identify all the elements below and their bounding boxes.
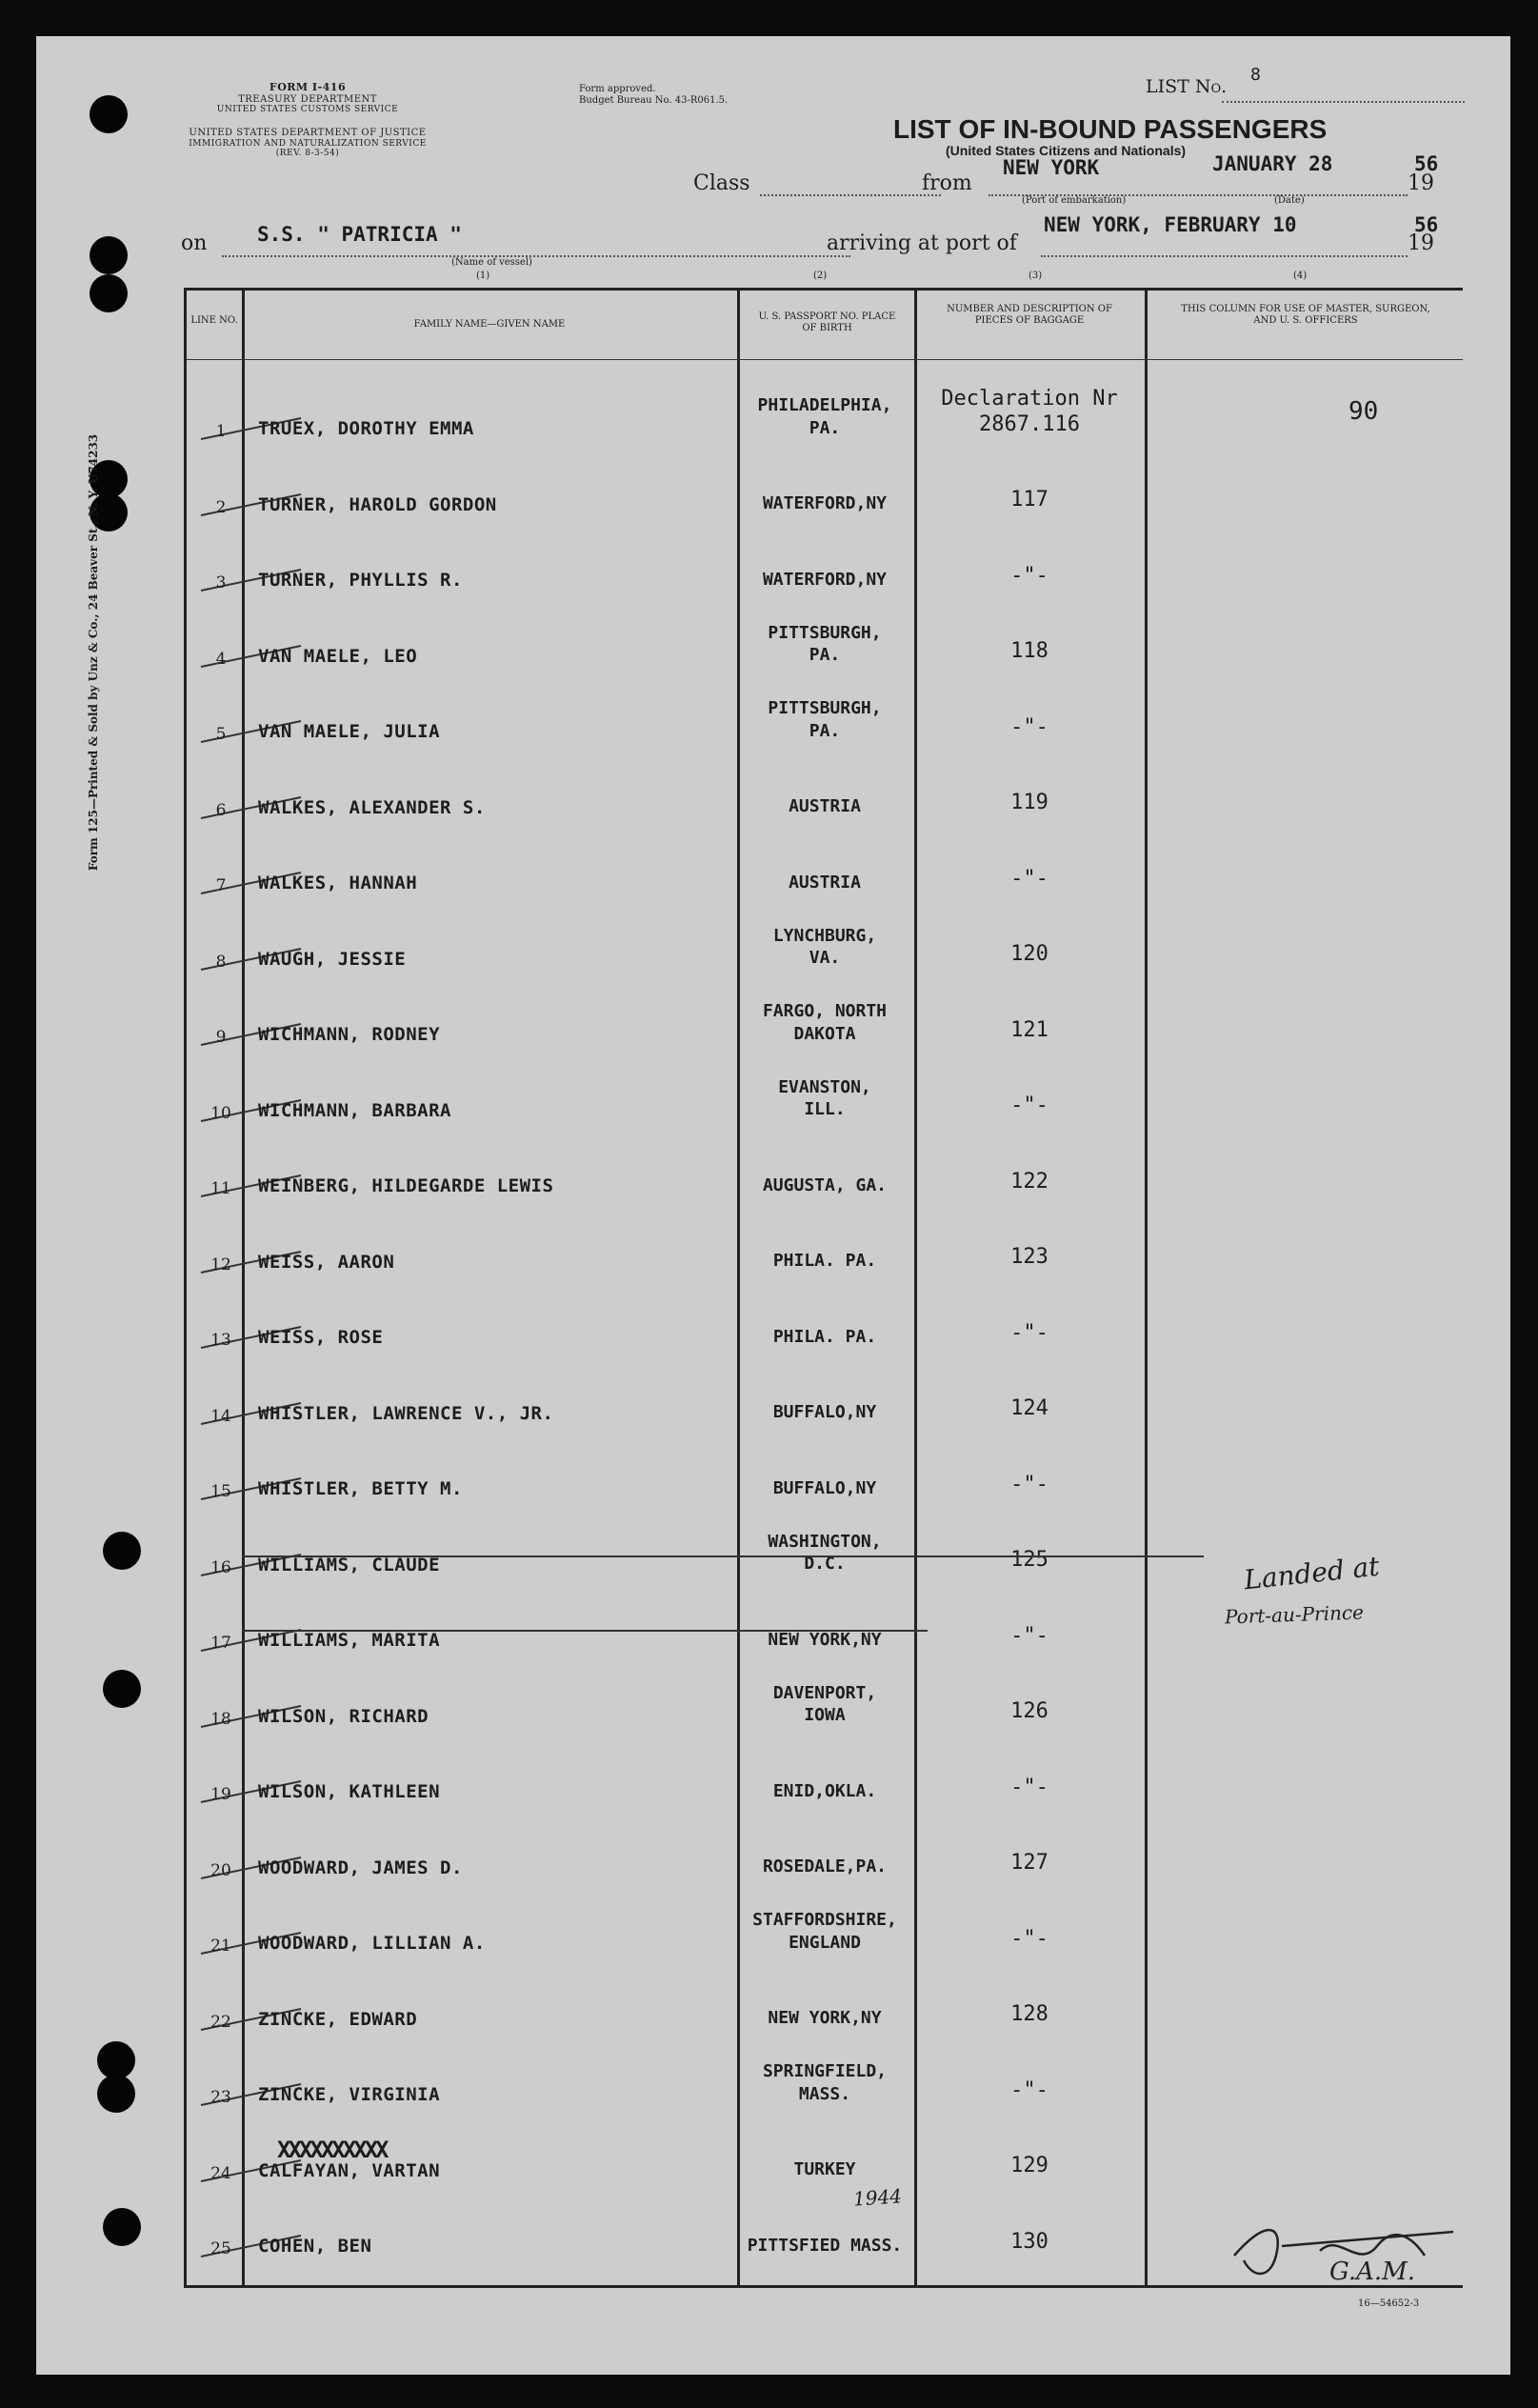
place-of-birth: WATERFORD,NY bbox=[762, 569, 888, 590]
agency-treasury: TREASURY DEPARTMENT bbox=[238, 93, 377, 105]
baggage-description: 119 bbox=[1010, 791, 1049, 815]
table-row bbox=[187, 1427, 1463, 1503]
class-label: Class bbox=[693, 171, 750, 195]
baggage-description: 129 bbox=[1010, 2154, 1049, 2178]
punch-hole bbox=[90, 274, 128, 312]
place-of-birth: PITTSBURGH, PA. bbox=[768, 698, 882, 741]
baggage-description: -"- bbox=[1010, 1320, 1049, 1345]
baggage-description: Declaration Nr 2867.116 bbox=[941, 387, 1118, 436]
passenger-name: WILSON, KATHLEEN bbox=[258, 1781, 441, 1802]
embarkation-date: JANUARY 28 bbox=[1212, 152, 1333, 175]
printer-imprint bbox=[87, 424, 100, 881]
baggage-description: -"- bbox=[1010, 1472, 1049, 1496]
form-subtitle: (United States Citizens and Nationals) bbox=[946, 143, 1187, 158]
table-row bbox=[187, 1655, 1463, 1731]
baggage-description: 121 bbox=[1010, 1017, 1049, 1042]
passenger-name: WICHMANN, RODNEY bbox=[258, 1024, 441, 1045]
col-num-3: (3) bbox=[1029, 271, 1043, 281]
budget-bureau: Budget Bureau No. 43-R061.5. bbox=[579, 95, 729, 106]
baggage-description: -"- bbox=[1010, 1926, 1049, 1951]
form-approved: Form approved. bbox=[579, 84, 656, 94]
line-number: 22 bbox=[210, 2012, 231, 2032]
place-of-birth: AUGUSTA, GA. bbox=[762, 1174, 888, 1195]
passenger-name: TURNER, PHYLLIS R. bbox=[258, 570, 463, 591]
table-row bbox=[187, 1124, 1463, 1200]
form-number: FORM I-416 bbox=[269, 81, 347, 93]
passenger-name: ZINCKE, VIRGINIA bbox=[258, 2084, 441, 2105]
passenger-name: WILLIAMS, CLAUDE bbox=[258, 1554, 441, 1575]
line-number: 7 bbox=[215, 876, 227, 895]
port-caption: (Port of embarkation) bbox=[1022, 195, 1127, 206]
year-prefix: 19 bbox=[1408, 171, 1434, 195]
baggage-description: 128 bbox=[1010, 2002, 1049, 2027]
strike-row-17 bbox=[242, 1630, 928, 1632]
table-row bbox=[187, 973, 1463, 1049]
place-of-birth: WATERFORD,NY bbox=[762, 493, 888, 514]
punch-hole bbox=[103, 1532, 141, 1570]
table-row bbox=[187, 367, 1463, 443]
officer-note: 90 bbox=[1348, 397, 1379, 426]
table-row bbox=[187, 897, 1463, 973]
place-of-birth: DAVENPORT, IOWA bbox=[772, 1682, 877, 1726]
vessel-name: S.S. " PATRICIA " bbox=[257, 223, 462, 246]
baggage-description: -"- bbox=[1010, 2077, 1049, 2102]
agency-immigration: IMMIGRATION AND NATURALIZATION SERVICE bbox=[189, 138, 427, 149]
landed-note-line1: Landed at bbox=[1242, 1550, 1381, 1596]
passenger-name: WILSON, RICHARD bbox=[258, 1705, 429, 1727]
col-num-1: (1) bbox=[476, 271, 490, 281]
vessel-caption: (Name of vessel) bbox=[451, 257, 532, 268]
line-number: 16 bbox=[210, 1557, 231, 1577]
baggage-description: 120 bbox=[1010, 942, 1049, 967]
baggage-description: -"- bbox=[1010, 866, 1049, 891]
place-of-birth: AUSTRIA bbox=[789, 872, 861, 893]
table-row bbox=[187, 1806, 1463, 1882]
passenger-name: TRUEX, DOROTHY EMMA bbox=[258, 418, 474, 439]
line-number: 21 bbox=[210, 1936, 231, 1956]
place-of-birth: SPRINGFIELD, MASS. bbox=[762, 2061, 888, 2104]
officer-initials: G.A.M. bbox=[1329, 2258, 1416, 2284]
on-label: on bbox=[181, 231, 208, 255]
baggage-description: -"- bbox=[1010, 1623, 1049, 1648]
place-of-birth: PHILADELPHIA, PA. bbox=[757, 395, 892, 438]
baggage-description: -"- bbox=[1010, 1094, 1049, 1118]
list-no-value: 8 bbox=[1250, 65, 1261, 85]
baggage-description: 118 bbox=[1010, 639, 1049, 664]
line-number: 10 bbox=[210, 1103, 231, 1123]
passenger-name: WEISS, ROSE bbox=[258, 1327, 384, 1348]
officer-signature bbox=[1225, 2213, 1463, 2284]
from-label: from bbox=[922, 171, 972, 195]
baggage-description: 124 bbox=[1010, 1396, 1049, 1421]
punch-hole bbox=[90, 236, 128, 274]
line-number: 20 bbox=[210, 1860, 231, 1880]
table-row bbox=[187, 670, 1463, 746]
passenger-name: WAUGH, JESSIE bbox=[258, 948, 407, 970]
line-number: 25 bbox=[210, 2239, 231, 2258]
punch-hole bbox=[103, 2208, 141, 2246]
place-of-birth: BUFFALO,NY bbox=[772, 1402, 877, 1423]
header-birth: U. S. PASSPORT NO. PLACE OF BIRTH bbox=[758, 311, 896, 333]
baggage-description: 127 bbox=[1010, 1851, 1049, 1876]
date-caption: (Date) bbox=[1274, 195, 1305, 206]
line-number: 6 bbox=[215, 800, 227, 820]
place-of-birth: NEW YORK,NY bbox=[768, 2008, 882, 2029]
line-number: 5 bbox=[215, 725, 227, 744]
line-number: 12 bbox=[210, 1254, 231, 1274]
place-of-birth: PITTSFIED MASS. bbox=[747, 2235, 903, 2256]
place-of-birth: TURKEY bbox=[793, 2159, 856, 2180]
manifest-page bbox=[36, 36, 1510, 2375]
place-of-birth: PHILA. PA. bbox=[772, 1251, 877, 1272]
line-number: 13 bbox=[210, 1331, 231, 1350]
col-num-2: (2) bbox=[813, 271, 828, 281]
passenger-name: WHISTLER, LAWRENCE V., JR. bbox=[258, 1402, 554, 1424]
line-number: 19 bbox=[210, 1785, 231, 1804]
place-of-birth: PITTSBURGH, PA. bbox=[768, 622, 882, 666]
passenger-name: WILLIAMS, MARITA bbox=[258, 1630, 441, 1651]
passenger-name: WEISS, AARON bbox=[258, 1251, 395, 1273]
header-officers: THIS COLUMN FOR USE OF MASTER, SURGEON, AND U. S. OFFICERS bbox=[1181, 304, 1430, 326]
punch-hole bbox=[103, 1670, 141, 1708]
passenger-name: VAN MAELE, LEO bbox=[258, 645, 418, 667]
passenger-name: VAN MAELE, JULIA bbox=[258, 721, 441, 742]
table-row bbox=[187, 1200, 1463, 1276]
line-number: 3 bbox=[215, 573, 227, 592]
baggage-description: -"- bbox=[1010, 714, 1049, 739]
agency-customs: UNITED STATES CUSTOMS SERVICE bbox=[216, 105, 399, 115]
baggage-description: -"- bbox=[1010, 1775, 1049, 1799]
line-number: 4 bbox=[215, 649, 227, 669]
agency-justice: UNITED STATES DEPARTMENT OF JUSTICE bbox=[189, 128, 427, 139]
table-row bbox=[187, 1957, 1463, 2034]
passenger-name: CALFAYAN, VARTAN bbox=[258, 2159, 441, 2181]
line-number: 18 bbox=[210, 1709, 231, 1729]
line-number: 8 bbox=[215, 952, 227, 972]
arrival-year: 56 bbox=[1414, 213, 1439, 236]
table-row bbox=[187, 1049, 1463, 1125]
col-num-4: (4) bbox=[1293, 271, 1308, 281]
baggage-description: 122 bbox=[1010, 1169, 1049, 1194]
embarkation-port: NEW YORK bbox=[1003, 156, 1100, 179]
table-row bbox=[187, 2033, 1463, 2109]
table-row bbox=[187, 443, 1463, 519]
passenger-name: WOODWARD, JAMES D. bbox=[258, 1856, 463, 1878]
footer-code: 16—54652-3 bbox=[1358, 2298, 1420, 2309]
form-revision: (REV. 8-3-54) bbox=[275, 149, 340, 159]
handwritten-year: 1944 bbox=[852, 2184, 903, 2211]
place-of-birth: FARGO, NORTH DAKOTA bbox=[762, 1001, 888, 1044]
passenger-name: WEINBERG, HILDEGARDE LEWIS bbox=[258, 1175, 554, 1196]
arriving-label: arriving at port of bbox=[827, 231, 1017, 255]
table-row bbox=[187, 518, 1463, 594]
punch-hole bbox=[97, 2075, 135, 2113]
table-row bbox=[187, 1730, 1463, 1806]
printer-imprint-text: Form 125—Printed & Sold by Unz & Co., 24 Beaver St., N. Y. U74233 bbox=[87, 433, 100, 872]
arrival-port: NEW YORK, FEBRUARY 10 bbox=[1044, 213, 1297, 236]
passenger-table bbox=[184, 288, 1463, 2288]
passenger-name: COHEN, BEN bbox=[258, 2236, 372, 2257]
header-name: FAMILY NAME—GIVEN NAME bbox=[413, 319, 566, 330]
place-of-birth: STAFFORDSHIRE, ENGLAND bbox=[752, 1910, 897, 1953]
baggage-description: 126 bbox=[1010, 1699, 1049, 1724]
baggage-description: -"- bbox=[1010, 563, 1049, 588]
year-prefix-2: 19 bbox=[1408, 231, 1434, 255]
line-number: 9 bbox=[215, 1028, 227, 1047]
place-of-birth: WASHINGTON, D.C. bbox=[768, 1531, 882, 1575]
approval-block bbox=[579, 84, 728, 107]
passenger-name: WHISTLER, BETTY M. bbox=[258, 1478, 463, 1499]
table-row bbox=[187, 821, 1463, 897]
strike-row-16 bbox=[242, 1555, 1204, 1557]
punch-hole bbox=[90, 95, 128, 133]
place-of-birth: AUSTRIA bbox=[789, 796, 861, 817]
baggage-description: 125 bbox=[1010, 1548, 1049, 1573]
table-row bbox=[187, 746, 1463, 822]
header-line-no: LINE NO. bbox=[190, 315, 238, 326]
landed-note-line2: Port-au-Prince bbox=[1224, 1600, 1365, 1629]
line-number: 23 bbox=[210, 2088, 231, 2107]
table-row bbox=[187, 1881, 1463, 1957]
passenger-name: WALKES, HANNAH bbox=[258, 873, 418, 893]
place-of-birth: BUFFALO,NY bbox=[772, 1477, 877, 1498]
place-of-birth: LYNCHBURG, VA. bbox=[772, 925, 877, 969]
baggage-description: 130 bbox=[1010, 2229, 1049, 2254]
line-number: 15 bbox=[210, 1482, 231, 1501]
baggage-description: 117 bbox=[1010, 488, 1049, 512]
place-of-birth: EVANSTON, ILL. bbox=[778, 1076, 871, 1120]
passenger-name: ZINCKE, EDWARD bbox=[258, 2008, 418, 2030]
passenger-name: WOODWARD, LILLIAN A. bbox=[258, 1933, 486, 1954]
line-number: 2 bbox=[215, 497, 227, 517]
crossed-out-entry: XXXXXXXXXX bbox=[277, 2137, 387, 2163]
baggage-description: 123 bbox=[1010, 1245, 1049, 1270]
agency-block bbox=[165, 82, 450, 159]
place-of-birth: PHILA. PA. bbox=[772, 1326, 877, 1347]
table-row bbox=[187, 1275, 1463, 1352]
line-number: 14 bbox=[210, 1406, 231, 1426]
line-number: 11 bbox=[210, 1179, 231, 1198]
table-row bbox=[187, 594, 1463, 671]
header-baggage: NUMBER AND DESCRIPTION OF PIECES OF BAGGAGE bbox=[947, 304, 1112, 326]
place-of-birth: ROSEDALE,PA. bbox=[762, 1856, 888, 1877]
place-of-birth: ENID,OKLA. bbox=[772, 1780, 877, 1801]
place-of-birth: NEW YORK,NY bbox=[768, 1629, 882, 1650]
passenger-name: WICHMANN, BARBARA bbox=[258, 1099, 451, 1121]
passenger-name: TURNER, HAROLD GORDON bbox=[258, 493, 497, 515]
line-number: 24 bbox=[210, 2163, 231, 2183]
form-title: LIST OF IN-BOUND PASSENGERS bbox=[893, 114, 1328, 144]
punch-hole bbox=[97, 2041, 135, 2079]
embarkation-year: 56 bbox=[1414, 152, 1439, 175]
table-row bbox=[187, 1352, 1463, 1428]
list-no-label: LIST No. bbox=[1146, 76, 1228, 97]
line-number: 1 bbox=[215, 422, 227, 441]
line-number: 17 bbox=[210, 1634, 231, 1653]
passenger-name: WALKES, ALEXANDER S. bbox=[258, 796, 486, 818]
